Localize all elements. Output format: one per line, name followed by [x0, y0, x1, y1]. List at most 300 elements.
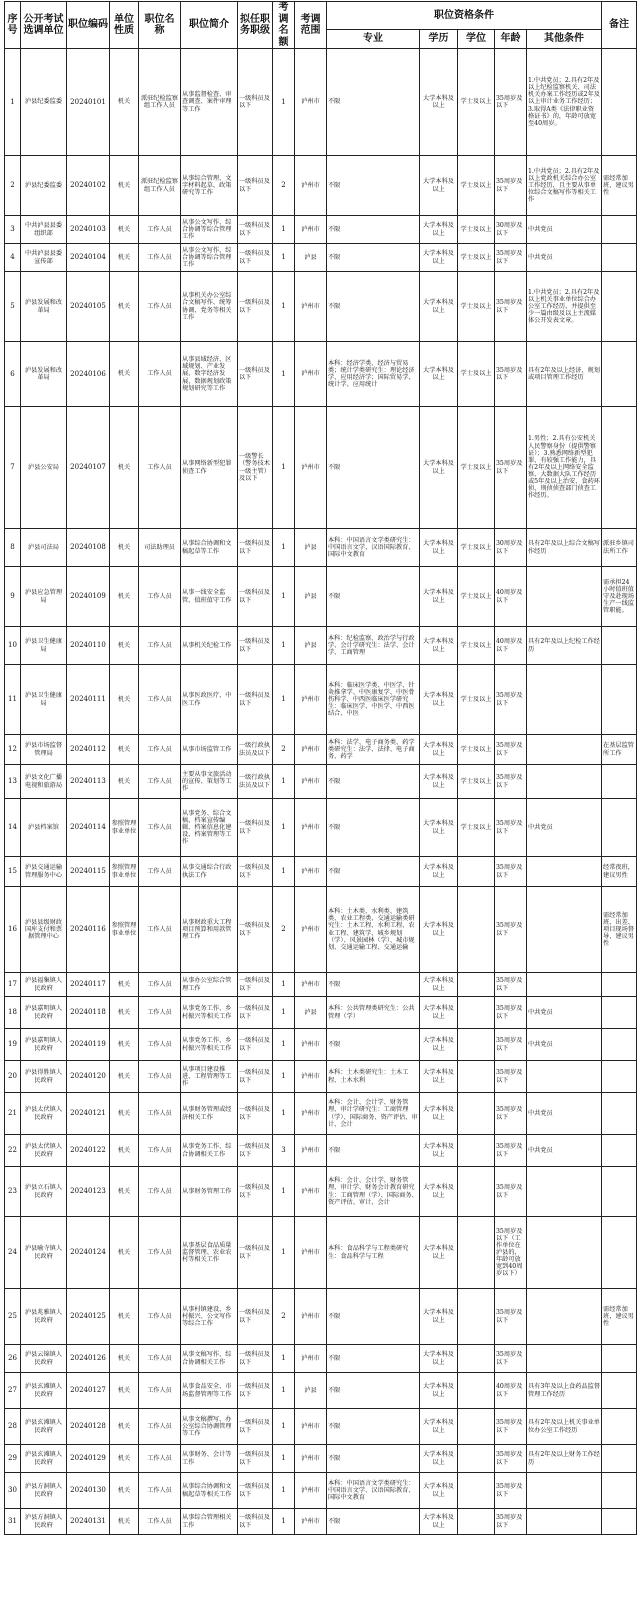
- cell-major: 本科：会计、会计学、财务管理、审计学、财务会计教育研究生：工商管理（学）、国际商务、资产评估、审计、会计: [327, 1167, 420, 1217]
- cell-edu: 大学本科及以上: [420, 857, 458, 887]
- cell-intro: 从事办公室综合管理工作: [181, 973, 238, 997]
- cell-major: 不限: [327, 765, 420, 799]
- cell-major: 不限: [327, 1509, 420, 1535]
- cell-code: 20240129: [67, 1445, 110, 1473]
- cell-nature: 机关: [110, 1167, 139, 1217]
- cell-rank: 一级科员及以下: [238, 529, 273, 567]
- cell-unit: 泸县兆雅镇人民政府: [21, 1289, 67, 1345]
- cell-rank: 一级科员及以下: [238, 1135, 273, 1167]
- cell-remark: [602, 1167, 637, 1217]
- cell-edu: 大学本科及以上: [420, 567, 458, 627]
- cell-post: 工作人员: [139, 799, 181, 857]
- cell-post: 工作人员: [139, 1409, 181, 1445]
- cell-quota: 1: [273, 272, 295, 342]
- table-row: [5, 407, 637, 529]
- cell-post: 工作人员: [139, 1217, 181, 1289]
- cell-intro: 从事机关办公室综合文稿写作、统筹协调、党务等相关工作: [181, 272, 238, 342]
- cell-nature: 机关: [110, 272, 139, 342]
- cell-unit: 泸县司法局: [21, 529, 67, 567]
- cell-nature: 机关: [110, 997, 139, 1029]
- cell-nature: 机关: [110, 156, 139, 216]
- cell-post: 工作人员: [139, 567, 181, 627]
- cell-remark: [602, 1345, 637, 1373]
- cell-edu: 大学本科及以上: [420, 342, 458, 407]
- cell-unit: 泸县市场监督管理局: [21, 735, 67, 765]
- cell-code: 20240111: [67, 665, 110, 735]
- cell-code: 20240121: [67, 1093, 110, 1135]
- cell-intro: 从事食品安全、市场监督管理等工作: [181, 1373, 238, 1409]
- cell-code: 20240125: [67, 1289, 110, 1345]
- cell-major: 本科：纪检监察、政治学与行政学、会计学研究生：法学、会计学、工商管理: [327, 627, 420, 665]
- cell-nature: 机关: [110, 973, 139, 997]
- cell-scope: 泸州市: [295, 1217, 327, 1289]
- cell-edu: 大学本科及以上: [420, 997, 458, 1029]
- cell-other: [527, 1167, 602, 1217]
- header-post: 职位名称: [139, 2, 181, 49]
- cell-age: 35周岁及以下: [495, 1167, 527, 1217]
- cell-post: 工作人员: [139, 272, 181, 342]
- cell-intro: 从事村镇建设、乡村振兴、公文写作等综合工作: [181, 1289, 238, 1345]
- table-row: [5, 665, 637, 735]
- cell-post: 工作人员: [139, 1135, 181, 1167]
- cell-other: 中共党员: [527, 1029, 602, 1061]
- table-row: [5, 216, 637, 244]
- cell-edu: 大学本科及以上: [420, 1345, 458, 1373]
- cell-post: 派驻纪检监察组工作人员: [139, 49, 181, 156]
- cell-rank: 一级行政执法员及以下: [238, 765, 273, 799]
- cell-code: 20240108: [67, 529, 110, 567]
- cell-other: 中共党员: [527, 997, 602, 1029]
- cell-major: 不限: [327, 49, 420, 156]
- cell-unit: 泸县喻寺镇人民政府: [21, 1217, 67, 1289]
- cell-scope: 泸州市: [295, 665, 327, 735]
- cell-post: 工作人员: [139, 627, 181, 665]
- cell-quota: 2: [273, 1289, 295, 1345]
- cell-degree: 学士及以上: [458, 627, 495, 665]
- cell-post: 工作人员: [139, 997, 181, 1029]
- cell-post: 工作人员: [139, 735, 181, 765]
- cell-post: 工作人员: [139, 857, 181, 887]
- cell-scope: 泸州市: [295, 1445, 327, 1473]
- cell-other: [527, 1509, 602, 1535]
- cell-remark: [602, 1409, 637, 1445]
- cell-rank: 一级科员及以下: [238, 997, 273, 1029]
- cell-post: 工作人员: [139, 665, 181, 735]
- cell-intro: 从事医政医疗、中医工作: [181, 665, 238, 735]
- cell-quota: 1: [273, 244, 295, 272]
- cell-intro: 从事财务、会计等工作: [181, 1445, 238, 1473]
- cell-post: 工作人员: [139, 1289, 181, 1345]
- cell-other: 1.男性；2.具有公安机关人民警察身份（提供警察证）；3.熟悉网络新型犯罪，有较强工作能力，具有2年及以上网络安全监察、大数据大队工作经历或5年及以上治安、食药环侦、刑侦侦查部门侦查工作经历。: [527, 407, 602, 529]
- table-row: [5, 1345, 637, 1373]
- cell-remark: [602, 272, 637, 342]
- cell-quota: 1: [273, 997, 295, 1029]
- cell-edu: 大学本科及以上: [420, 1409, 458, 1445]
- table-header: [5, 2, 637, 49]
- cell-unit: 泸县玄滩镇人民政府: [21, 1409, 67, 1445]
- cell-nature: 机关: [110, 735, 139, 765]
- cell-unit: 中共泸县县委组织部: [21, 216, 67, 244]
- cell-scope: 泸州市: [295, 765, 327, 799]
- cell-intro: 从事公文写作、综合协调等综合管理工作: [181, 216, 238, 244]
- cell-unit: 泸县云锦镇人民政府: [21, 1345, 67, 1373]
- cell-age: 30周岁及以下: [495, 529, 527, 567]
- header-degree: 学位: [458, 30, 495, 49]
- cell-unit: 泸县方洞镇人民政府: [21, 1509, 67, 1535]
- cell-age: 35周岁及以下: [495, 1473, 527, 1509]
- cell-age: 35周岁及以下: [495, 49, 527, 156]
- cell-remark: [602, 1135, 637, 1167]
- cell-degree: 学士及以上: [458, 156, 495, 216]
- cell-age: 35周岁及以下: [495, 1135, 527, 1167]
- cell-age: 35周岁及以下: [495, 1345, 527, 1373]
- cell-degree: 学士及以上: [458, 529, 495, 567]
- cell-intro: 从事文稿撰写、办公室综合协调管理等工作: [181, 1409, 238, 1445]
- cell-degree: 学士及以上: [458, 49, 495, 156]
- cell-scope: 泸县: [295, 244, 327, 272]
- cell-other: 具有3年及以上食药品监督管理工作经历: [527, 1373, 602, 1409]
- cell-nature: 机关: [110, 627, 139, 665]
- cell-major: 本科：会计、会计学、财务管理、审计学研究生：工商管理（学）、国际商务、资产评估、审计、会计: [327, 1093, 420, 1135]
- cell-other: 具有2年及以上机关事业单位办公室工作经历: [527, 1409, 602, 1445]
- cell-post: 工作人员: [139, 1345, 181, 1373]
- cell-age: 35周岁及以下: [495, 973, 527, 997]
- cell-intro: 从事交通综合行政执法工作: [181, 857, 238, 887]
- cell-degree: 学士及以上: [458, 244, 495, 272]
- cell-nature: 机关: [110, 49, 139, 156]
- table-row: [5, 765, 637, 799]
- cell-quota: 1: [273, 1167, 295, 1217]
- cell-remark: [602, 244, 637, 272]
- cell-edu: 大学本科及以上: [420, 49, 458, 156]
- cell-unit: 泸县得胜镇人民政府: [21, 1061, 67, 1093]
- cell-rank: 一级科员及以下: [238, 799, 273, 857]
- cell-nature: 机关: [110, 529, 139, 567]
- cell-code: 20240116: [67, 887, 110, 973]
- cell-intro: 从事党务工作、综合协调相关工作: [181, 1135, 238, 1167]
- cell-code: 20240113: [67, 765, 110, 799]
- cell-post: 工作人员: [139, 244, 181, 272]
- cell-intro: 从事基层食品质量监督管理、农业农村等相关工作: [181, 1217, 238, 1289]
- cell-other: [527, 1061, 602, 1093]
- cell-quota: 1: [273, 1345, 295, 1373]
- table-row: [5, 1217, 637, 1289]
- cell-remark: 需经常加班，建议男性: [602, 156, 637, 216]
- cell-quota: 1: [273, 49, 295, 156]
- cell-age: 35周岁及以下: [495, 1061, 527, 1093]
- cell-unit: 泸县县级财政国库支付和票据管理中心: [21, 887, 67, 973]
- cell-other: [527, 735, 602, 765]
- cell-code: 20240127: [67, 1373, 110, 1409]
- cell-scope: 泸州市: [295, 799, 327, 857]
- table-row: [5, 1135, 637, 1167]
- cell-seq: 2: [5, 156, 21, 216]
- cell-seq: 12: [5, 735, 21, 765]
- cell-edu: 大学本科及以上: [420, 272, 458, 342]
- cell-code: 20240120: [67, 1061, 110, 1093]
- cell-age: 35周岁及以下: [495, 1409, 527, 1445]
- cell-seq: 8: [5, 529, 21, 567]
- cell-code: 20240101: [67, 49, 110, 156]
- header-conditions: 职位资格条件: [327, 2, 602, 30]
- cell-edu: 大学本科及以上: [420, 973, 458, 997]
- cell-unit: 中共泸县县委宣传部: [21, 244, 67, 272]
- table-row: [5, 735, 637, 765]
- cell-nature: 机关: [110, 244, 139, 272]
- cell-scope: 泸县: [295, 997, 327, 1029]
- cell-major: 本科：土木类、水利类、建筑类、农业工程类、交通运输类研究生：土木工程、水利工程、农业工程、建筑学、城乡规划（学）、风景园林（学）、城市规划、交通运输工程、交通运输: [327, 887, 420, 973]
- cell-degree: [458, 1217, 495, 1289]
- cell-age: 40周岁及以下: [495, 627, 527, 665]
- header-age: 年龄: [495, 30, 527, 49]
- table-row: [5, 1289, 637, 1345]
- cell-code: 20240104: [67, 244, 110, 272]
- cell-quota: 3: [273, 1135, 295, 1167]
- table-row: [5, 1509, 637, 1535]
- cell-code: 20240130: [67, 1473, 110, 1509]
- cell-seq: 19: [5, 1029, 21, 1061]
- cell-major: 本科：中国语言文学类研究生：中国语言文学、汉语国际教育、国际中文教育: [327, 1473, 420, 1509]
- cell-nature: 机关: [110, 1373, 139, 1409]
- cell-code: 20240106: [67, 342, 110, 407]
- cell-quota: 1: [273, 529, 295, 567]
- cell-major: 不限: [327, 216, 420, 244]
- cell-code: 20240118: [67, 997, 110, 1029]
- cell-scope: 泸州市: [295, 887, 327, 973]
- cell-intro: 从事财务管理工作: [181, 1167, 238, 1217]
- cell-age: 35周岁及以下: [495, 1509, 527, 1535]
- cell-remark: [602, 799, 637, 857]
- cell-post: 工作人员: [139, 216, 181, 244]
- cell-post: 工作人员: [139, 1473, 181, 1509]
- table-row: [5, 567, 637, 627]
- table-row: [5, 1473, 637, 1509]
- cell-code: 20240114: [67, 799, 110, 857]
- cell-major: 不限: [327, 1135, 420, 1167]
- cell-age: 35周岁及以下: [495, 665, 527, 735]
- cell-age: 35周岁及以下: [495, 857, 527, 887]
- cell-age: 30周岁及以下: [495, 216, 527, 244]
- cell-intro: 从事党务工作、乡村振兴等相关工作: [181, 997, 238, 1029]
- cell-remark: [602, 973, 637, 997]
- cell-remark: 经常夜班，建议男性: [602, 857, 637, 887]
- cell-edu: 大学本科及以上: [420, 1473, 458, 1509]
- header-quota: 考调名额: [273, 2, 295, 49]
- cell-code: 20240131: [67, 1509, 110, 1535]
- header-intro: 职位简介: [181, 2, 238, 49]
- cell-edu: 大学本科及以上: [420, 1445, 458, 1473]
- cell-unit: 泸县纪委监委: [21, 49, 67, 156]
- cell-nature: 机关: [110, 1409, 139, 1445]
- cell-intro: 从事网络新型犯罪侦查工作: [181, 407, 238, 529]
- cell-remark: [602, 997, 637, 1029]
- cell-code: 20240128: [67, 1409, 110, 1445]
- table-row: [5, 272, 637, 342]
- cell-scope: 泸州市: [295, 1135, 327, 1167]
- cell-degree: [458, 1473, 495, 1509]
- cell-remark: 需经常加班、出差、项目现场督导，建议男性: [602, 887, 637, 973]
- cell-seq: 6: [5, 342, 21, 407]
- cell-unit: 泸县应急管理局: [21, 567, 67, 627]
- cell-intro: 从事文稿写作、综合协调相关工作: [181, 1345, 238, 1373]
- table-row: [5, 244, 637, 272]
- cell-other: [527, 665, 602, 735]
- cell-nature: 机关: [110, 1093, 139, 1135]
- cell-rank: 一级科员及以下: [238, 1093, 273, 1135]
- cell-edu: 大学本科及以上: [420, 1029, 458, 1061]
- cell-quota: 1: [273, 857, 295, 887]
- cell-other: 具有2年及以上财务工作经历: [527, 1445, 602, 1473]
- cell-intro: 从事公文写作、综合协调等综合管理工作: [181, 244, 238, 272]
- cell-other: [527, 1217, 602, 1289]
- cell-other: 1.中共党员；2.具有2年及以上党政机关综合办公室工作经历，且主要从事单位综合文稿写作等相关工作: [527, 156, 602, 216]
- cell-nature: 机关: [110, 1509, 139, 1535]
- cell-intro: 从事综合协调和文稿起草等工作: [181, 529, 238, 567]
- cell-other: [527, 887, 602, 973]
- cell-seq: 14: [5, 799, 21, 857]
- cell-scope: 泸州市: [295, 1029, 327, 1061]
- cell-scope: 泸州市: [295, 1473, 327, 1509]
- header-seq: 序号: [5, 2, 21, 49]
- cell-remark: 派驻乡镇司法所工作: [602, 529, 637, 567]
- table-row: [5, 529, 637, 567]
- cell-age: 35周岁及以下: [495, 244, 527, 272]
- cell-intro: 从事市场监管工作: [181, 735, 238, 765]
- cell-nature: 机关: [110, 765, 139, 799]
- cell-intro: 从事综合管理相关工作: [181, 1509, 238, 1535]
- cell-unit: 泸县档案馆: [21, 799, 67, 857]
- table-row: [5, 973, 637, 997]
- cell-nature: 参照管理事业单位: [110, 799, 139, 857]
- cell-edu: 大学本科及以上: [420, 1135, 458, 1167]
- cell-degree: 学士及以上: [458, 799, 495, 857]
- cell-other: [527, 857, 602, 887]
- header-scope: 考调范围: [295, 2, 327, 49]
- cell-scope: 泸州市: [295, 49, 327, 156]
- cell-age: 35周岁及以下: [495, 1029, 527, 1061]
- cell-code: 20240119: [67, 1029, 110, 1061]
- cell-seq: 26: [5, 1345, 21, 1373]
- cell-post: 工作人员: [139, 1167, 181, 1217]
- cell-scope: 泸州市: [295, 272, 327, 342]
- cell-scope: 泸州市: [295, 1509, 327, 1535]
- cell-rank: 一级科员及以下: [238, 1409, 273, 1445]
- cell-scope: 泸县: [295, 1373, 327, 1409]
- cell-rank: 一级科员及以下: [238, 272, 273, 342]
- cell-degree: 学士及以上: [458, 407, 495, 529]
- cell-degree: [458, 1345, 495, 1373]
- cell-degree: 学士及以上: [458, 765, 495, 799]
- cell-quota: 1: [273, 1409, 295, 1445]
- cell-quota: 2: [273, 887, 295, 973]
- cell-code: 20240109: [67, 567, 110, 627]
- cell-other: 中共党员: [527, 216, 602, 244]
- cell-rank: 一级科员及以下: [238, 1029, 273, 1061]
- cell-nature: 机关: [110, 1061, 139, 1093]
- cell-remark: [602, 49, 637, 156]
- table-row: [5, 799, 637, 857]
- cell-other: 中共党员: [527, 244, 602, 272]
- cell-edu: 大学本科及以上: [420, 1509, 458, 1535]
- table-body: [5, 49, 637, 1535]
- cell-major: 不限: [327, 1445, 420, 1473]
- cell-nature: 机关: [110, 1345, 139, 1373]
- positions-table-wrapper: [4, 1, 636, 1535]
- cell-nature: 机关: [110, 1289, 139, 1345]
- cell-post: 工作人员: [139, 1029, 181, 1061]
- cell-seq: 17: [5, 973, 21, 997]
- cell-nature: 机关: [110, 1135, 139, 1167]
- cell-seq: 3: [5, 216, 21, 244]
- cell-major: 本科：法学、电子商务类、药学类研究生：法学、法律、电子商务、药学: [327, 735, 420, 765]
- cell-intro: 从事机关纪检工作: [181, 627, 238, 665]
- header-nature: 单位性质: [110, 2, 139, 49]
- cell-rank: 一级科员及以下: [238, 244, 273, 272]
- header-unit: 公开考试选调单位: [21, 2, 67, 49]
- cell-other: 中共党员: [527, 1093, 602, 1135]
- cell-degree: 学士及以上: [458, 342, 495, 407]
- cell-quota: 1: [273, 765, 295, 799]
- cell-unit: 泸县卫生健康局: [21, 665, 67, 735]
- cell-unit: 泸县公安局: [21, 407, 67, 529]
- cell-other: 中共党员: [527, 1135, 602, 1167]
- cell-nature: 机关: [110, 1217, 139, 1289]
- cell-seq: 5: [5, 272, 21, 342]
- cell-nature: 机关: [110, 665, 139, 735]
- cell-post: 工作人员: [139, 1373, 181, 1409]
- cell-code: 20240107: [67, 407, 110, 529]
- cell-intro: 从事综合协调和文稿起草等相关工作: [181, 1473, 238, 1509]
- cell-edu: 大学本科及以上: [420, 529, 458, 567]
- cell-rank: 一级科员及以下: [238, 1345, 273, 1373]
- cell-degree: [458, 1093, 495, 1135]
- positions-table: [4, 1, 637, 1535]
- cell-seq: 23: [5, 1167, 21, 1217]
- table-row: [5, 997, 637, 1029]
- cell-scope: 泸州市: [295, 407, 327, 529]
- cell-remark: [602, 342, 637, 407]
- cell-seq: 27: [5, 1373, 21, 1409]
- cell-nature: 机关: [110, 1445, 139, 1473]
- cell-remark: [602, 765, 637, 799]
- table-row: [5, 1167, 637, 1217]
- cell-edu: 大学本科及以上: [420, 1373, 458, 1409]
- cell-age: 35周岁及以下: [495, 156, 527, 216]
- cell-rank: 一级科员及以下: [238, 216, 273, 244]
- cell-seq: 20: [5, 1061, 21, 1093]
- cell-seq: 25: [5, 1289, 21, 1345]
- cell-rank: 一级科员及以下: [238, 156, 273, 216]
- cell-degree: [458, 1373, 495, 1409]
- header-code: 职位编码: [67, 2, 110, 49]
- cell-seq: 24: [5, 1217, 21, 1289]
- cell-remark: [602, 1373, 637, 1409]
- cell-post: 工作人员: [139, 765, 181, 799]
- cell-post: 工作人员: [139, 1093, 181, 1135]
- cell-seq: 10: [5, 627, 21, 665]
- cell-post: 司法助理员: [139, 529, 181, 567]
- cell-edu: 大学本科及以上: [420, 799, 458, 857]
- cell-scope: 泸县: [295, 627, 327, 665]
- table-row: [5, 857, 637, 887]
- cell-scope: 泸州市: [295, 1093, 327, 1135]
- cell-unit: 泸县卫生健康局: [21, 627, 67, 665]
- cell-scope: 泸州市: [295, 216, 327, 244]
- cell-seq: 28: [5, 1409, 21, 1445]
- cell-code: 20240117: [67, 973, 110, 997]
- cell-age: 35周岁及以下: [495, 1445, 527, 1473]
- cell-scope: 泸州市: [295, 156, 327, 216]
